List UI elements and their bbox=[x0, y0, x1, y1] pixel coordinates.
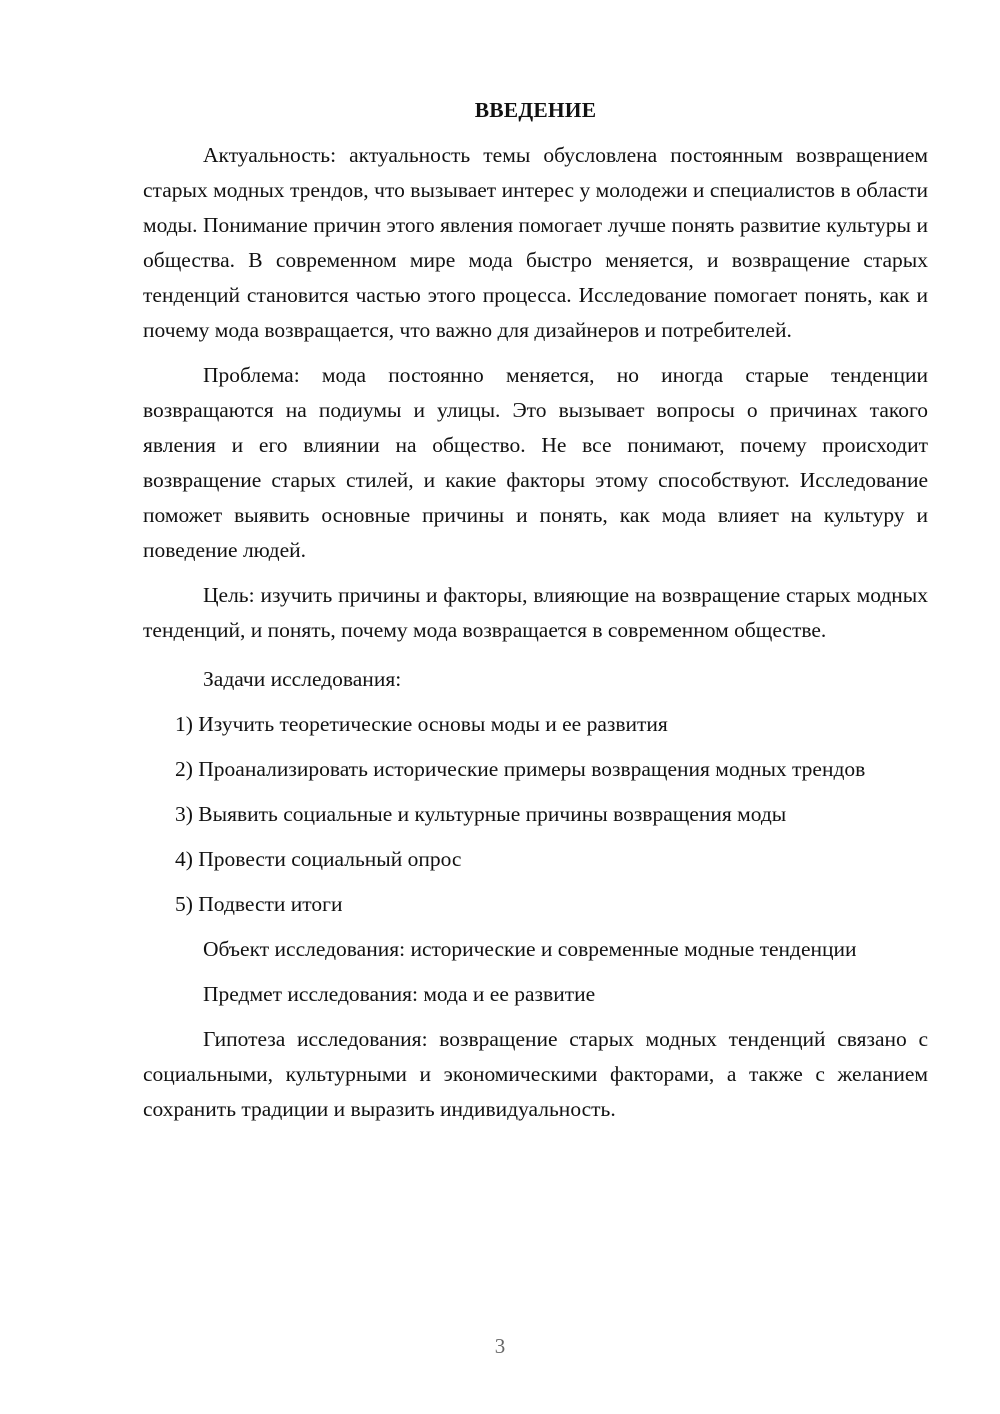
page-content bbox=[143, 93, 928, 1127]
paragraph-hypothesis: Гипотеза исследования: возвращение старых модных тенденций связано с социальными, культурными и экономическими факторами, а также с желанием сохранить традиции и выразить индивидуальность. bbox=[143, 1027, 928, 1121]
task-item-3: 3) Выявить социальные и культурные причины возвращения моды bbox=[175, 802, 787, 826]
task-item-1: 1) Изучить теоретические основы моды и ее развития bbox=[175, 712, 668, 736]
task-item-5: 5) Подвести итоги bbox=[175, 892, 343, 916]
page-number: 3 bbox=[494, 1334, 506, 1358]
paragraph-subject: Предмет исследования: мода и ее развитие bbox=[203, 982, 596, 1006]
paragraph-goal: Цель: изучить причины и факторы, влияющие на возвращение старых модных тенденций, и понять, почему мода возвращается в современном обществе. bbox=[143, 583, 928, 642]
page-heading: ВВЕДЕНИЕ bbox=[474, 98, 597, 122]
paragraph-object: Объект исследования: исторические и современные модные тенденции bbox=[203, 937, 857, 961]
task-item-4: 4) Провести социальный опрос bbox=[175, 847, 462, 871]
paragraph-problem: Проблема: мода постоянно меняется, но иногда старые тенденции возвращаются на подиумы и улицы. Это вызывает вопросы о причинах такого явления и его влиянии на общество. Не все понимают, почему происходит возвращение старых стилей, и какие факторы этому способствуют. Исследование поможет выявить основные причины и понять, как мода влияет на культуру и поведение людей. bbox=[143, 363, 928, 562]
tasks-heading: Задачи исследования: bbox=[203, 667, 402, 691]
task-item-2: 2) Проанализировать исторические примеры возвращения модных трендов bbox=[175, 757, 866, 781]
paragraph-relevance: Актуальность: актуальность темы обусловлена постоянным возвращением старых модных трендов, что вызывает интерес у молодежи и специалистов в области моды. Понимание причин этого явления помогает лучше понять развитие культуры и общества. В современном мире мода быстро меняется, и возвращение старых тенденций становится частью этого процесса. Исследование помогает понять, как и почему мода возвращается, что важно для дизайнеров и потребителей. bbox=[143, 143, 928, 342]
